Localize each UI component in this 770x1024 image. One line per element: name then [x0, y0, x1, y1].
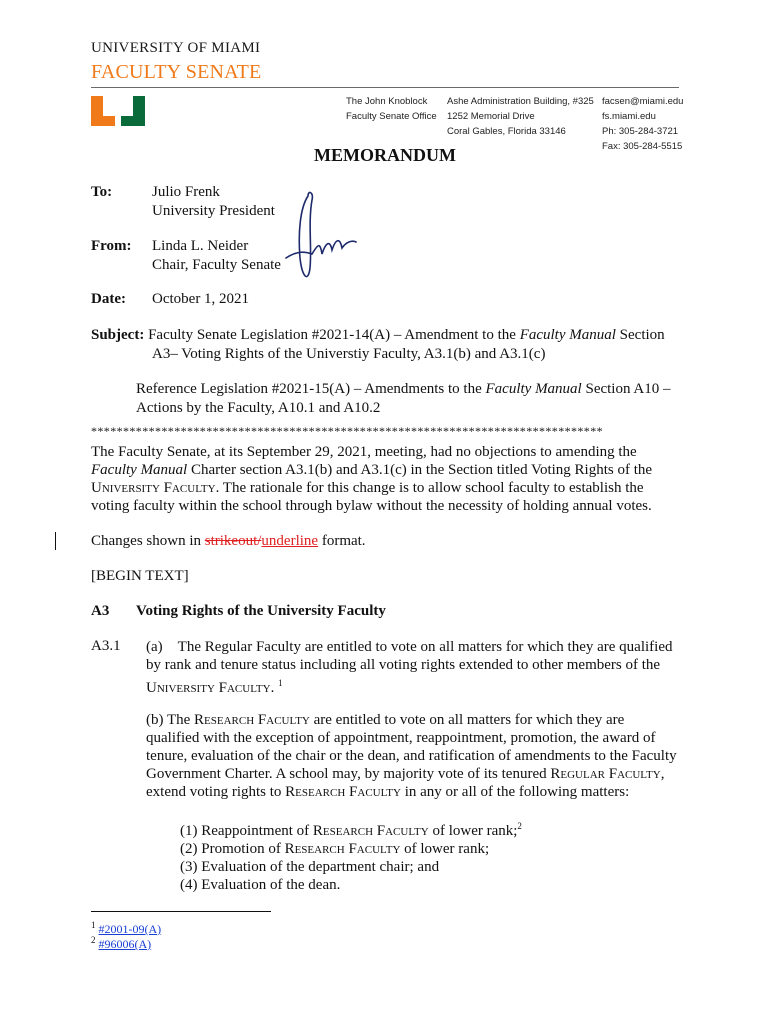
subsection-number: A3.1	[91, 638, 121, 654]
intro-smallcaps: University Faculty	[91, 480, 216, 496]
changes-post: format.	[318, 533, 366, 549]
contact-phone: Ph: 305-284-3721	[602, 126, 679, 137]
to-title: University President	[152, 203, 275, 219]
begin-text-marker: [BEGIN TEXT]	[91, 568, 189, 584]
date-value: October 1, 2021	[152, 291, 250, 307]
changes-underline: underline	[261, 533, 319, 549]
office-line-1: The John Knoblock	[346, 96, 428, 107]
subject-italic: Faculty Manual	[519, 327, 616, 343]
footnote-2-mark: 2	[91, 935, 96, 945]
paragraph-b-line-5: extend voting rights to	[146, 784, 286, 800]
paragraph-a	[146, 638, 686, 697]
from-name: Linda L. Neider	[152, 238, 249, 254]
paragraph-b-line-1: are entitled to vote on all matters for which they are	[309, 712, 625, 728]
address-line-3: Coral Gables, Florida 33146	[447, 126, 566, 137]
university-logo	[91, 96, 145, 126]
address-line-2: 1252 Memorial Drive	[447, 111, 535, 122]
change-bar	[55, 532, 56, 550]
memo-title: MEMORANDUM	[314, 145, 456, 165]
subject-line-2: A3– Voting Rights of the Universtiy Faculty, A3.1(b) and A3.1(c)	[152, 346, 546, 362]
university-name: UNIVERSITY OF MIAMI	[91, 40, 261, 56]
list-item: (3) Evaluation of the department chair; and	[180, 859, 440, 875]
paragraph-a-line-1: The Regular Faculty are entitled to vote on all matters for which they are qualified	[177, 639, 673, 655]
list-item	[180, 840, 522, 858]
list-item-2-smallcaps: Research Faculty	[284, 841, 401, 857]
paragraph-b-line-3: tenure, evaluation of the chair or the dean, and ratification of amendments to the Faculty	[146, 748, 677, 764]
intro-line-1: The Faculty Senate, at its September 29, 2021, meeting, had no objections to amending the	[91, 444, 637, 460]
footnote-2	[91, 935, 151, 952]
subject-label: Subject:	[91, 327, 145, 343]
paragraph-b-pre: (b) The	[146, 712, 195, 728]
list-item-1-post: of lower rank;	[428, 823, 518, 839]
footnote-1-mark: 1	[91, 920, 96, 930]
faculty-senate-title: FACULTY SENATE	[91, 61, 262, 83]
footnote-ref-1[interactable]: 1	[278, 678, 283, 688]
paragraph-a-smallcaps: University Faculty	[146, 680, 271, 696]
contact-email: facsen@miami.edu	[602, 96, 684, 107]
office-line-2: Faculty Senate Office	[346, 111, 437, 122]
paragraph-b-line-4: Government Charter. A school may, by majority vote of its tenured	[146, 766, 551, 782]
matters-list	[180, 817, 522, 894]
subject-text-pre: Faculty Senate Legislation #2021-14(A) – Amendment to the	[148, 327, 520, 343]
footnote-rule	[91, 911, 271, 912]
list-item-2-post: of lower rank;	[400, 841, 490, 857]
reference-post: Section A10 –	[581, 381, 671, 397]
from-label: From:	[91, 238, 132, 254]
address-line-1: Ashe Administration Building, #325	[447, 96, 594, 107]
list-item-1-pre: (1) Reappointment of	[180, 823, 313, 839]
contact-web: fs.miami.edu	[602, 111, 656, 122]
reference-pre: Reference Legislation #2021-15(A) – Amendments to the	[136, 381, 486, 397]
paragraph-b-smallcaps-1: Research Faculty	[194, 712, 310, 728]
from-block	[152, 237, 281, 275]
changes-strikeout: strikeout/	[204, 533, 262, 549]
list-item: (4) Evaluation of the dean.	[180, 877, 341, 893]
reference-italic: Faculty Manual	[485, 381, 582, 397]
paragraph-b	[146, 711, 686, 801]
intro-line-4: voting faculty within the school through bylaw without the necessity of holding annual votes.	[91, 498, 652, 514]
reference-block	[136, 380, 696, 418]
section-number: A3	[91, 603, 110, 619]
from-title: Chair, Faculty Senate	[152, 257, 281, 273]
header-rule	[91, 87, 679, 88]
intro-line-3: . The rationale for this change is to allow school faculty to establish the	[215, 480, 644, 496]
date-label: Date:	[91, 291, 126, 307]
subject-text-post: Section	[615, 327, 665, 343]
subject-block	[91, 326, 691, 364]
intro-italic: Faculty Manual	[91, 462, 188, 478]
paragraph-b-line-5-end: in any or all of the following matters:	[400, 784, 630, 800]
paragraph-a-label: (a)	[146, 639, 163, 655]
paragraph-b-comma: ,	[660, 766, 665, 782]
paragraph-b-smallcaps-2: Regular Faculty	[550, 766, 661, 782]
section-title: Voting Rights of the University Faculty	[136, 603, 386, 619]
contact-fax: Fax: 305-284-5515	[602, 141, 683, 152]
paragraph-a-end: .	[270, 680, 275, 696]
list-item-1-smallcaps: Research Faculty	[312, 823, 429, 839]
footnote-2-link[interactable]: #96006(A)	[98, 937, 152, 951]
footnote-ref-2[interactable]: 2	[517, 821, 522, 831]
footnote-1-link[interactable]: #2001-09(A)	[98, 922, 162, 936]
changes-pre: Changes shown in	[91, 533, 205, 549]
intro-line-2: Charter section A3.1(b) and A3.1(c) in the Section titled Voting Rights of the	[187, 462, 653, 478]
address-block	[447, 94, 594, 139]
to-name: Julio Frenk	[152, 184, 220, 200]
list-item-2-pre: (2) Promotion of	[180, 841, 285, 857]
paragraph-b-line-2: qualified with the exception of appointment, reappointment, promotion, the award of	[146, 730, 656, 746]
changes-note	[91, 533, 366, 550]
reference-line-2: Actions by the Faculty, A10.1 and A10.2	[136, 400, 381, 416]
paragraph-b-smallcaps-3: Research Faculty	[285, 784, 401, 800]
office-block	[346, 94, 437, 124]
list-item	[180, 817, 522, 840]
separator-stars: ********************************************************************************	[91, 424, 603, 438]
intro-paragraph	[91, 443, 681, 515]
paragraph-a-line-2: by rank and tenure status including all voting rights extended to other members of the	[146, 657, 661, 673]
to-label: To:	[91, 184, 113, 200]
to-block	[152, 183, 275, 221]
signature-image	[278, 188, 358, 288]
